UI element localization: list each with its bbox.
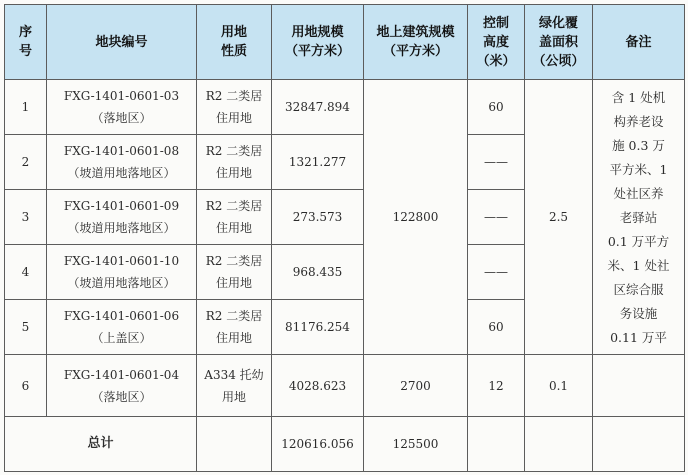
building-scale-cell: 2700 (364, 355, 468, 417)
parcel-code-cell: FXG-1401-0601-06 （上盖区） (47, 300, 197, 355)
height-limit-cell: 60 (468, 80, 525, 135)
land-area-cell: 273.573 (272, 190, 364, 245)
header-row (5, 5, 685, 80)
green-area-cell: 0.1 (525, 355, 593, 417)
header-height-limit: 控制 高度 （米） (468, 5, 525, 80)
parcel-code-cell: FXG-1401-0601-04 （落地区） (47, 355, 197, 417)
height-limit-cell: —— (468, 245, 525, 300)
land-area-cell: 81176.254 (272, 300, 364, 355)
land-use-cell: R2 二类居 住用地 (197, 190, 272, 245)
parcel-code-cell: FXG-1401-0601-08 （坡道用地落地区） (47, 135, 197, 190)
land-area-cell: 32847.894 (272, 80, 364, 135)
land-use-cell: R2 二类居 住用地 (197, 135, 272, 190)
table-row (5, 355, 685, 417)
row-number: 5 (5, 300, 47, 355)
building-scale-merged-cell: 122800 (364, 80, 468, 355)
land-area-cell: 4028.623 (272, 355, 364, 417)
row-number: 1 (5, 80, 47, 135)
parcel-code-cell: FXG-1401-0601-03 （落地区） (47, 80, 197, 135)
land-use-cell: R2 二类居 住用地 (197, 80, 272, 135)
total-building-scale: 125500 (364, 417, 468, 472)
height-limit-cell: —— (468, 135, 525, 190)
row-number: 2 (5, 135, 47, 190)
height-limit-cell: 12 (468, 355, 525, 417)
total-remark-cell (593, 417, 685, 472)
total-label: 总计 (5, 417, 197, 472)
total-height-cell (468, 417, 525, 472)
header-green-area: 绿化覆 盖面积 （公顷） (525, 5, 593, 80)
parcel-code-cell: FXG-1401-0601-09 （坡道用地落地区） (47, 190, 197, 245)
land-use-cell: A334 托幼 用地 (197, 355, 272, 417)
land-use-cell: R2 二类居 住用地 (197, 245, 272, 300)
header-remark: 备注 (593, 5, 685, 80)
table-row (5, 80, 685, 135)
land-use-table-sheet (4, 4, 684, 471)
header-no: 序 号 (5, 5, 47, 80)
remark-merged-cell: 含 1 处机 构养老设 施 0.3 万 平方米、1 处社区养 老驿站 0.1 万平方 米、1 处社 区综合服 务设施 0.11 万平 (593, 80, 685, 355)
parcel-code-cell: FXG-1401-0601-10 （坡道用地落地区） (47, 245, 197, 300)
total-land-area: 120616.056 (272, 417, 364, 472)
total-row (5, 417, 685, 472)
header-building-scale: 地上建筑规模 （平方米） (364, 5, 468, 80)
header-land-area: 用地规模 （平方米） (272, 5, 364, 80)
row-number: 3 (5, 190, 47, 245)
land-use-table (4, 4, 685, 472)
total-land-use-cell (197, 417, 272, 472)
green-area-merged-cell: 2.5 (525, 80, 593, 355)
header-land-use: 用地 性质 (197, 5, 272, 80)
land-use-cell: R2 二类居 住用地 (197, 300, 272, 355)
row-number: 4 (5, 245, 47, 300)
height-limit-cell: 60 (468, 300, 525, 355)
row-number: 6 (5, 355, 47, 417)
land-area-cell: 968.435 (272, 245, 364, 300)
land-area-cell: 1321.277 (272, 135, 364, 190)
total-green-cell (525, 417, 593, 472)
height-limit-cell: —— (468, 190, 525, 245)
remark-cell (593, 355, 685, 417)
header-parcel-code: 地块编号 (47, 5, 197, 80)
